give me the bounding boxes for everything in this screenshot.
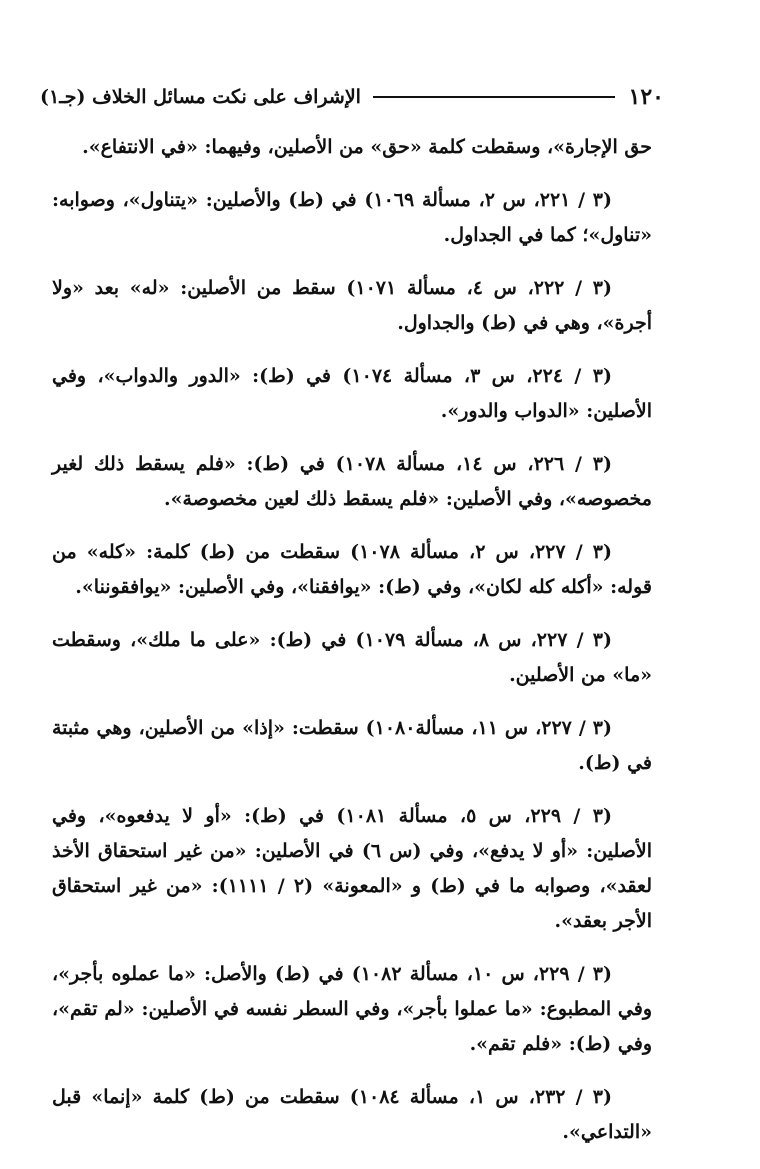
correction-entry: (٣ / ٢٢٤، س ٣، مسألة ١٠٧٤) في (ط): «الدور والدواب»، وفي الأصلين: «الدواب والدور». [52,365,652,422]
correction-entry: (٣ / ٢٢٧، س ٢، مسألة ١٠٧٨) سقطت من (ط) كلمة: «كله» من قوله: «أكله كله لكان»، وفي (ط): «يوافقنا»، وفي الأصلين: «يوافقوننا». [52,541,652,598]
correction-entry: (٣ / ٢٢٩، س ١٠، مسألة ١٠٨٢) في (ط) والأصل: «ما عملوه بأجر»، وفي المطبوع: «ما عملوا بأجر»، وفي السطر نفسه في الأصلين: «لم تقم»، وفي (ط): «فلم تقم». [52,963,652,1055]
correction-entry: (٣ / ٢٢٧، س ١١، مسألة١٠٨٠) سقطت: «إذا» من الأصلين، وهي مثبتة في (ط). [52,717,652,774]
running-title: الإشراف على نكت مسائل الخلاف (جـ١) [40,86,361,108]
correction-entry: (٣ / ٢٢٧، س ٨، مسألة ١٠٧٩) في (ط): «على ما ملك»، وسقطت «ما» من الأصلين. [52,629,652,686]
correction-entry: (٣ / ٢٢١، س ٢، مسألة ١٠٦٩) في (ط) والأصلين: «يتناول»، وصوابه: «تناول»؛ كما في الجداول. [52,189,652,246]
correction-entry: (٣ / ٢٢٢، س ٤، مسألة ١٠٧١) سقط من الأصلين: «له» بعد «ولا أجرة»، وهي في (ط) والجداول. [52,277,652,334]
header-rule [373,96,615,98]
correction-entry: (٣ / ٢٢٩، س ٥، مسألة ١٠٨١) في (ط): «أو لا يدفعوه»، وفي الأصلين: «أو لا يدفع»، وفي (س ٦) في الأصلين: «من غير استحقاق الأخذ لعقد»، وصوابه ما في (ط) و «المعونة» (٢ / ١١١١): «من غير استحقاق الأجر بعقد». [52,805,652,932]
paragraph-continuation: حق الإجارة»، وسقطت كلمة «حق» من الأصلين، وفيهما: «في الانتفاع». [82,136,652,158]
page-body [52,130,652,1168]
correction-entry: (٣ / ٢٣٢، س ١، مسألة ١٠٨٤) سقطت من (ط) كلمة «إنما» قبل «التداعي». [52,1086,652,1143]
correction-entry: (٣ / ٢٢٦، س ١٤، مسألة ١٠٧٨) في (ط): «فلم يسقط ذلك لغير مخصوصه»، وفي الأصلين: «فلم يسقط ذلك لعين مخصوصة». [52,453,652,510]
page-header [40,80,664,114]
page-number: ١٢٠ [628,84,664,110]
